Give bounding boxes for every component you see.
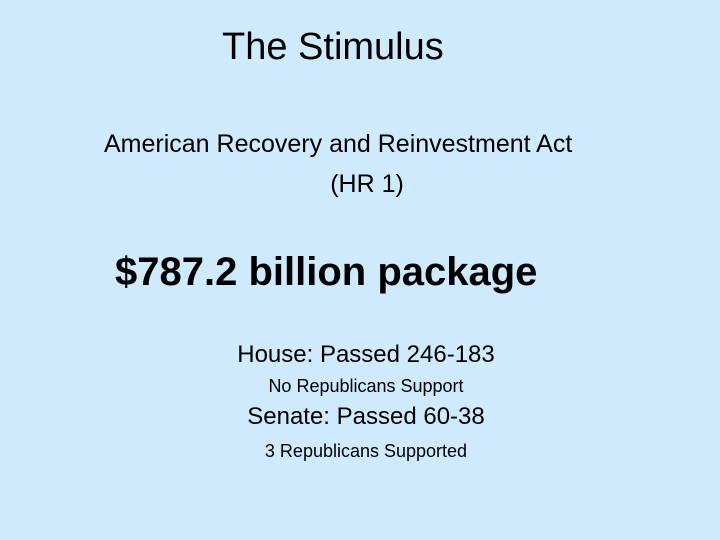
senate-vote: Senate: Passed 60-38: [247, 403, 485, 430]
act-name: American Recovery and Reinvestment Act: [104, 130, 573, 158]
package-amount: $787.2 billion package: [115, 250, 538, 294]
bill-number: (HR 1): [330, 170, 404, 198]
house-note: No Republicans Support: [268, 376, 464, 396]
slide-title: The Stimulus: [222, 26, 444, 68]
senate-note: 3 Republicans Supported: [264, 441, 468, 461]
house-vote: House: Passed 246-183: [237, 341, 495, 368]
